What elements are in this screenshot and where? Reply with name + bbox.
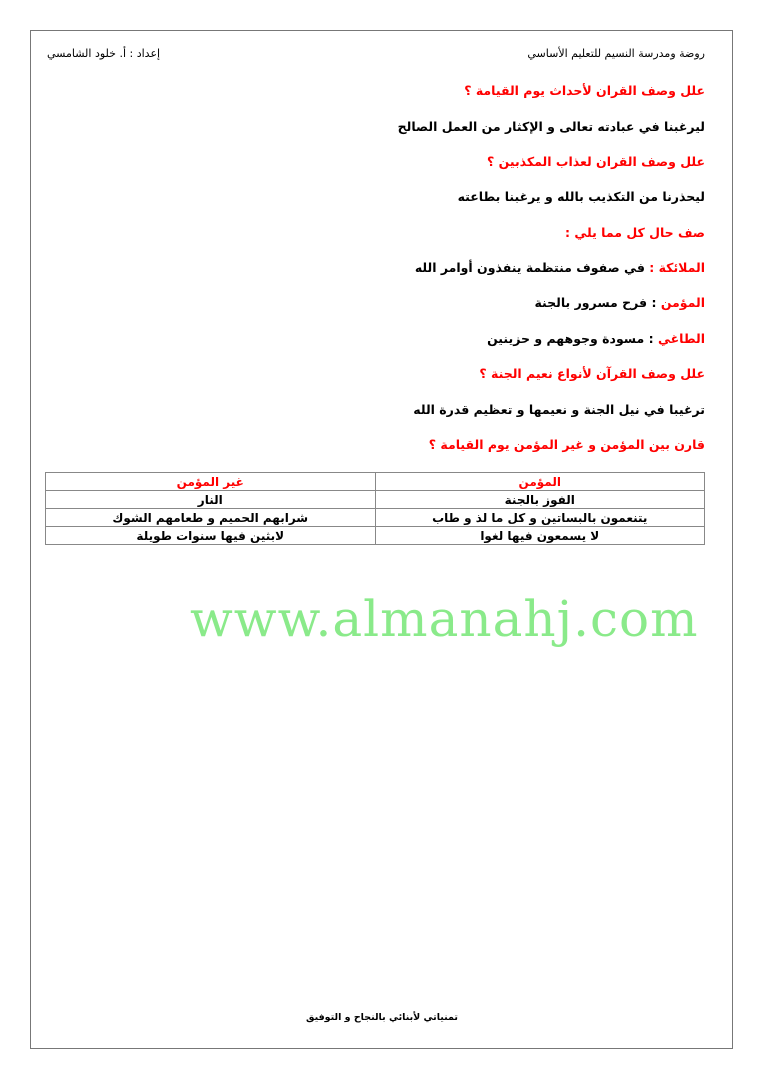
- item-label: المؤمن: [660, 295, 705, 310]
- table-cell: لابثين فيها سنوات طويلة: [46, 527, 376, 545]
- comparison-table: [45, 472, 705, 545]
- answer-2: ليحذرنا من التكذيب بالله و يرغبنا بطاعته: [457, 189, 705, 204]
- table-cell: النار: [46, 491, 376, 509]
- item-believer: [534, 295, 705, 310]
- item-label: الطاغي: [657, 331, 705, 346]
- footer-text: تمنياتي لأبنائي بالنجاح و التوفيق: [306, 1012, 458, 1023]
- table-cell: لا يسمعون فيها لغوا: [375, 527, 705, 545]
- item-angels: [415, 260, 705, 275]
- table-row: [46, 527, 705, 545]
- table-row: [46, 509, 705, 527]
- header-nonbeliever: غير المؤمن: [46, 473, 376, 491]
- question-3: صف حال كل مما يلي :: [565, 225, 705, 240]
- item-label: الملائكة :: [649, 260, 705, 275]
- item-text: في صفوف منتظمة ينفذون أوامر الله: [414, 260, 650, 275]
- table-row: [46, 491, 705, 509]
- author-name: إعداد : أ. خلود الشامسي: [47, 47, 161, 60]
- question-4: علل وصف القرآن لأنواع نعيم الجنة ؟: [479, 366, 705, 381]
- item-text: : فرح مسرور بالجنة: [534, 295, 661, 310]
- item-text: : مسودة وجوههم و حزينين: [487, 331, 658, 346]
- answer-1: ليرغبنا في عبادته تعالى و الإكثار من العمل الصالح: [397, 119, 705, 134]
- header-believer: المؤمن: [375, 473, 705, 491]
- table-cell: الفوز بالجنة: [375, 491, 705, 509]
- answer-4: ترغيبا في نيل الجنة و نعيمها و تعظيم قدرة الله: [413, 402, 705, 417]
- question-2: علل وصف القران لعذاب المكذبين ؟: [487, 154, 705, 169]
- table-header-row: [46, 473, 705, 491]
- question-5: قارن بين المؤمن و غير المؤمن يوم القيامة ؟: [428, 437, 705, 452]
- item-tyrant: [487, 331, 705, 346]
- question-1: علل وصف القران لأحداث يوم القيامة ؟: [464, 83, 705, 98]
- table-cell: يتنعمون بالبساتين و كل ما لذ و طاب: [375, 509, 705, 527]
- school-name: روضة ومدرسة النسيم للتعليم الأساسي: [527, 47, 705, 60]
- watermark: www.almanahj.com: [190, 590, 699, 648]
- table-cell: شرابهم الحميم و طعامهم الشوك: [46, 509, 376, 527]
